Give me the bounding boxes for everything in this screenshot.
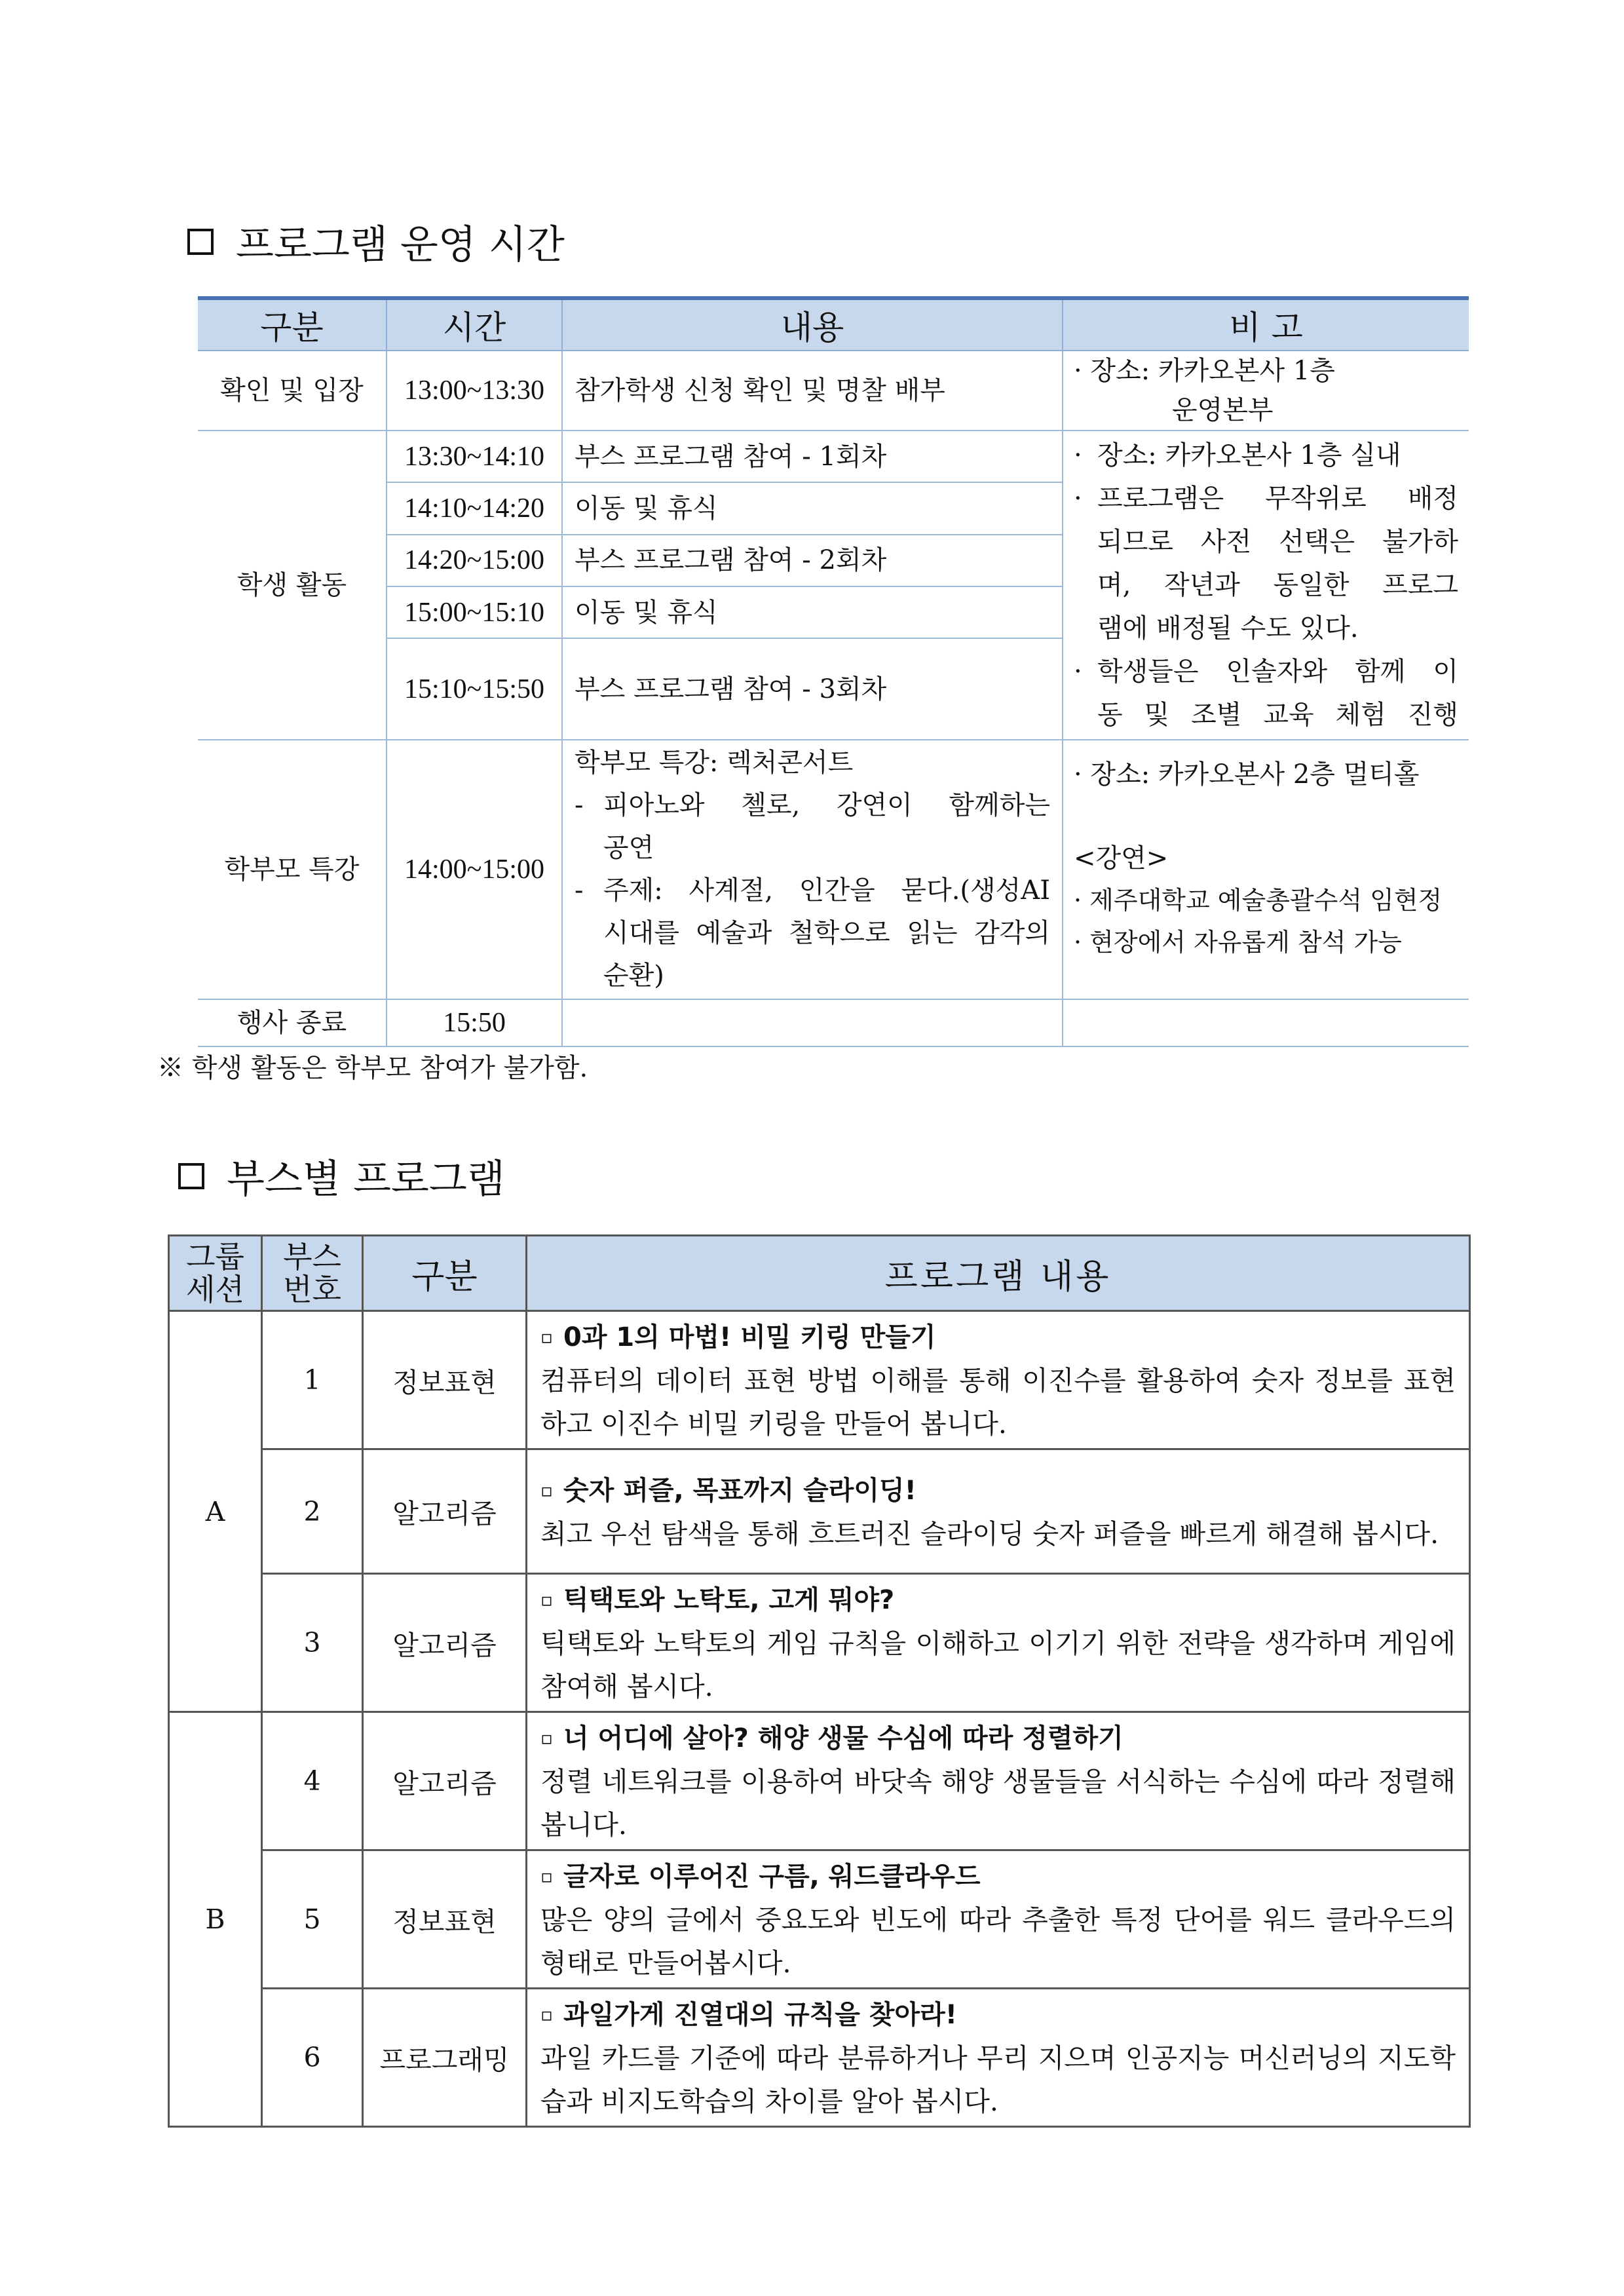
group-cell: B: [169, 1712, 262, 2127]
content-cell: 부스 프로그램 참여 - 2회차: [562, 535, 1063, 586]
section-title-booths: [178, 1148, 505, 1204]
booth-content: [527, 1850, 1470, 1989]
note-bullet: · 장소: 카카오본사 1층 실내: [1074, 440, 1401, 470]
footnote: ※ 학생 활동은 학부모 참여가 불가함.: [157, 1053, 588, 1083]
table-row: [169, 1989, 1470, 2127]
section-title-schedule: [187, 214, 565, 270]
time-cell: 13:00~13:30: [387, 351, 562, 430]
program-description: 정렬 네트워크를 이용하여 바닷속 해양 생물들을 서식하는 수심에 따라 정렬해 봅니다.: [540, 1766, 1456, 1841]
table-row: [198, 430, 1469, 482]
category-cell: 학생 활동: [198, 430, 387, 740]
section-title-text: 프로그램 운영 시간: [236, 222, 565, 268]
content-cell: 참가학생 신청 확인 및 명찰 배부: [562, 351, 1063, 430]
booth-number: 2: [262, 1449, 363, 1574]
table-row: [198, 351, 1469, 430]
category-cell: 확인 및 입장: [198, 351, 387, 430]
booth-category: 정보표현: [363, 1311, 527, 1449]
program-description: 틱택토와 노탁토의 게임 규칙을 이해하고 이기기 위한 전략을 생각하며 게임에 참여해 봅시다.: [540, 1628, 1456, 1702]
note-place: · 장소: 카카오본사 2층 멀티홀: [1074, 759, 1420, 790]
header-category: 구분: [198, 298, 387, 351]
table-row: [198, 999, 1469, 1046]
category-cell: 행사 종료: [198, 999, 387, 1046]
header-time: 시간: [387, 298, 562, 351]
group-cell: A: [169, 1311, 262, 1712]
booth-number: 6: [262, 1989, 363, 2127]
table-row: [169, 1574, 1470, 1712]
content-cell: 이동 및 휴식: [562, 482, 1063, 534]
program-description: 최고 우선 탐색을 통해 흐트러진 슬라이딩 숫자 퍼즐을 빠르게 해결해 봅시다.: [540, 1518, 1439, 1550]
booth-table: [168, 1234, 1471, 2128]
program-title: ▫ 과일가게 진열대의 규칙을 찾아라!: [540, 2000, 957, 2030]
note-cell: [1063, 351, 1469, 430]
time-cell: 14:10~14:20: [387, 482, 562, 534]
schedule-header-row: [198, 298, 1469, 351]
table-row: [169, 1850, 1470, 1989]
note-line: 운영본부: [1172, 395, 1274, 425]
booth-category: 정보표현: [363, 1850, 527, 1989]
booth-number: 1: [262, 1311, 363, 1449]
header-content: 내용: [562, 298, 1063, 351]
lecture-title: 학부모 특강: 렉처콘서트: [575, 748, 854, 778]
table-row: [169, 1311, 1470, 1449]
schedule-table: [198, 296, 1469, 1047]
program-title: ▫ 0과 1의 마법! 비밀 키링 만들기: [540, 1322, 936, 1352]
table-row: [169, 1449, 1470, 1574]
booth-header-row: [169, 1236, 1470, 1311]
header-program-content: 프로그램 내용: [527, 1236, 1470, 1311]
program-title: ▫ 너 어디에 살아? 해양 생물 수심에 따라 정렬하기: [540, 1723, 1124, 1753]
note-lecture: <강연>: [1074, 843, 1169, 873]
content-cell: 부스 프로그램 참여 - 1회차: [562, 430, 1063, 482]
program-title: ▫ 글자로 이루어진 구름, 워드클라우드: [540, 1862, 981, 1892]
lecture-item: - 피아노와 첼로, 강연이 함께하는 공연: [575, 790, 1050, 863]
header-note: 비 고: [1063, 298, 1469, 351]
checkbox-icon: [187, 229, 214, 255]
header-booth-number: 부스 번호: [262, 1236, 363, 1311]
time-cell: 14:20~15:00: [387, 535, 562, 586]
program-description: 컴퓨터의 데이터 표현 방법 이해를 통해 이진수를 활용하여 숫자 정보를 표현하고 이진수 비밀 키링을 만들어 봅니다.: [540, 1365, 1456, 1440]
note-seat: · 현장에서 자유롭게 참석 가능: [1074, 928, 1402, 957]
note-cell: [1063, 999, 1469, 1046]
program-description: 많은 양의 글에서 중요도와 빈도에 따라 추출한 특정 단어를 워드 클라우드의 형태로 만들어봅시다.: [540, 1904, 1456, 1979]
checkbox-icon: [178, 1163, 204, 1189]
note-bullet: · 프로그램은 무작위로 배정 되므로 사전 선택은 불가하 며, 작년과 동일한 프로그 램에 배정될 수도 있다.: [1074, 484, 1458, 643]
note-speaker: · 제주대학교 예술총괄수석 임현정: [1074, 886, 1443, 915]
booth-number: 5: [262, 1850, 363, 1989]
program-title: ▫ 틱택토와 노탁토, 고게 뭐야?: [540, 1585, 895, 1615]
program-title: ▫ 숫자 퍼즐, 목표까지 슬라이딩!: [540, 1475, 916, 1506]
booth-content: [527, 1449, 1470, 1574]
time-cell: 13:30~14:10: [387, 430, 562, 482]
booth-category: 알고리즘: [363, 1712, 527, 1850]
time-cell: 15:00~15:10: [387, 586, 562, 638]
header-group: 그룹 세션: [169, 1236, 262, 1311]
table-row: [198, 740, 1469, 999]
category-cell: 학부모 특강: [198, 740, 387, 999]
time-cell: 15:50: [387, 999, 562, 1046]
note-cell: [1063, 430, 1469, 740]
section-title-text: 부스별 프로그램: [227, 1157, 505, 1202]
booth-content: [527, 1712, 1470, 1850]
table-row: [169, 1712, 1470, 1850]
booth-number: 3: [262, 1574, 363, 1712]
content-cell: 이동 및 휴식: [562, 586, 1063, 638]
note-bullet: · 학생들은 인솔자와 함께 이 동 및 조별 교육 체험 진행: [1074, 657, 1458, 730]
booth-category: 알고리즘: [363, 1574, 527, 1712]
lecture-item: - 주제: 사계절, 인간을 묻다.(생성AI 시대를 예술과 철학으로 읽는 감각의 순환): [575, 875, 1050, 991]
content-cell: [562, 999, 1063, 1046]
booth-category: 프로그래밍: [363, 1989, 527, 2127]
program-description: 과일 카드를 기준에 따라 분류하거나 무리 지으며 인공지능 머신러닝의 지도학습과 비지도학습의 차이를 알아 봅시다.: [540, 2042, 1456, 2117]
content-cell: 부스 프로그램 참여 - 3회차: [562, 638, 1063, 740]
time-cell: 15:10~15:50: [387, 638, 562, 740]
booth-content: [527, 1574, 1470, 1712]
booth-content: [527, 1989, 1470, 2127]
time-cell: 14:00~15:00: [387, 740, 562, 999]
header-category: 구분: [363, 1236, 527, 1311]
note-cell: [1063, 740, 1469, 999]
content-cell: [562, 740, 1063, 999]
booth-number: 4: [262, 1712, 363, 1850]
booth-content: [527, 1311, 1470, 1449]
note-line: · 장소: 카카오본사 1층: [1074, 356, 1335, 386]
booth-category: 알고리즘: [363, 1449, 527, 1574]
